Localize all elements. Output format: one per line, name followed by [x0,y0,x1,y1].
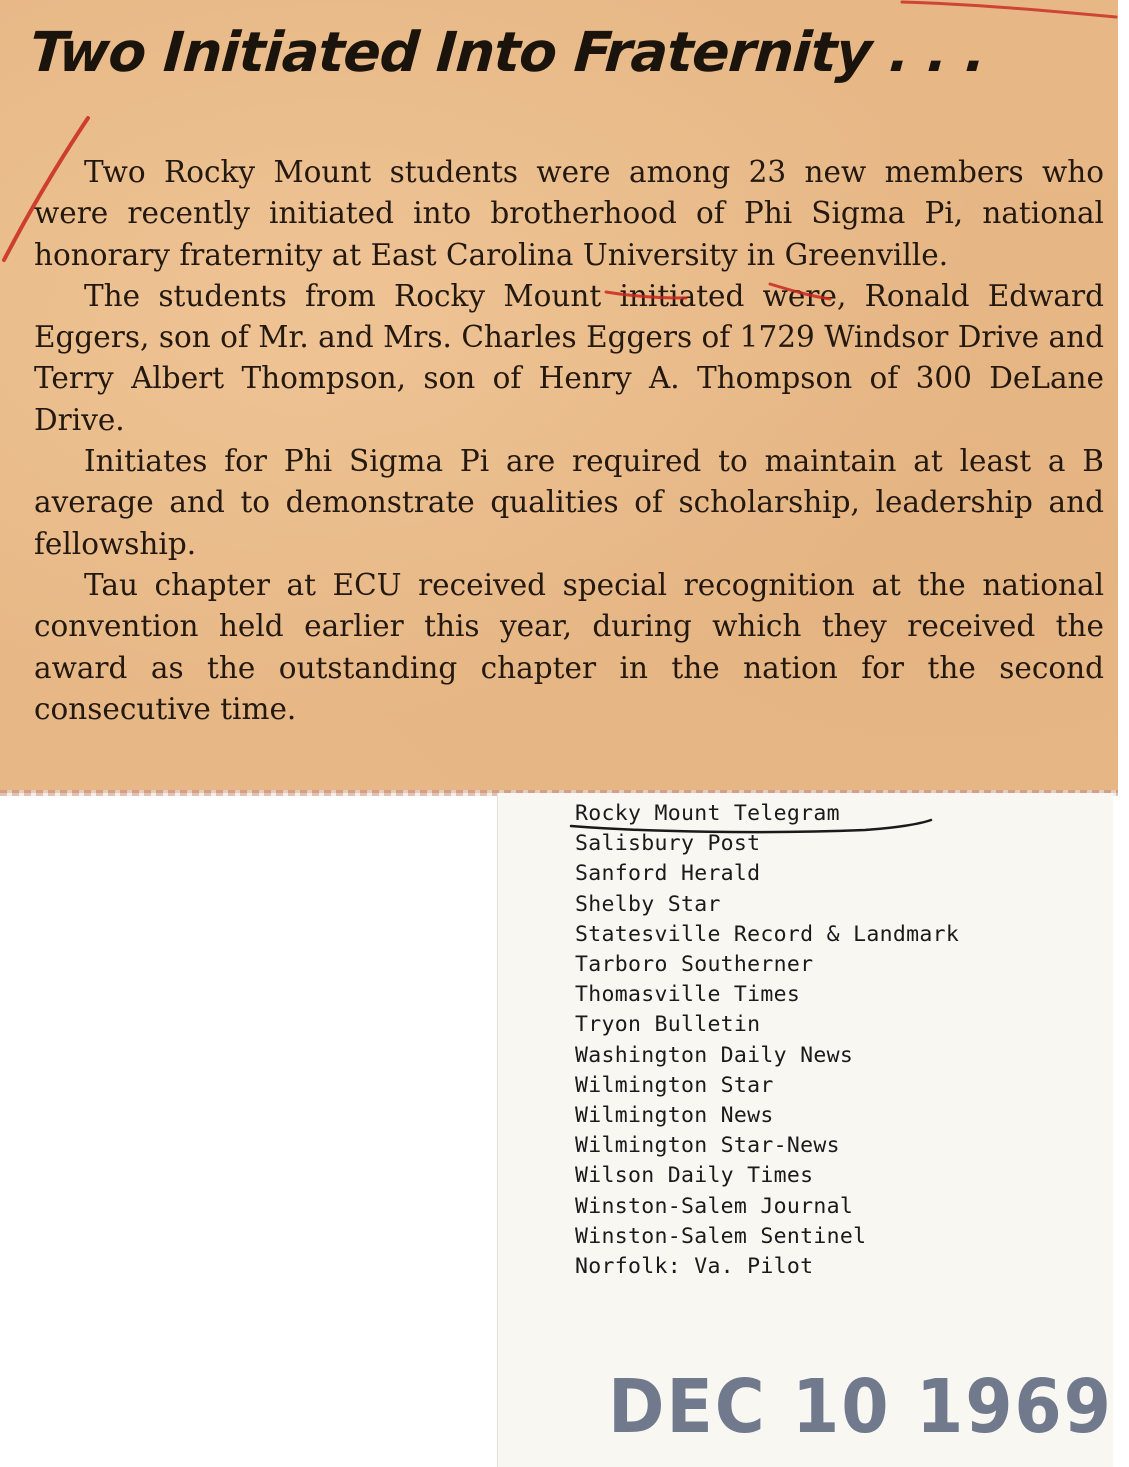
list-item: Washington Daily News [575,1042,854,1068]
article-body [34,152,1104,730]
article-paragraph: Tau chapter at ECU received special recognition at the national convention held earlier this year, during which they received the award as the outstanding chapter in the nation for the second consecutive time. [34,567,1104,726]
article-paragraph: Two Rocky Mount students were among 23 new members who were recently initiated into brotherhood of Phi Sigma Pi, national honorary fraternity at East Carolina University in Greenville. [34,155,1104,272]
list-item: Shelby Star [575,891,721,917]
list-item: Sanford Herald [575,861,761,887]
selected-paper-underline [565,816,935,838]
article-headline: Two Initiated Into Fraternity . . . [27,20,988,84]
list-item: Thomasville Times [575,982,801,1008]
list-item: Norfolk: Va. Pilot [575,1254,814,1280]
list-item: Salisbury Post [575,831,761,857]
list-item: Statesville Record & Landmark [575,921,960,947]
article-paragraph: The students from Rocky Mount initiated were, Ronald Edward Eggers, son of Mr. and Mrs. Charles Eggers of 1729 Windsor Drive and Terry Albert Thompson, son of Henry A. Thompson of 300 DeLane Drive. [34,278,1104,437]
list-item: Winston-Salem Journal [575,1193,854,1219]
date-stamp: DEC 10 1969 [608,1364,1113,1450]
list-item: Wilmington News [575,1103,774,1129]
list-item: Wilson Daily Times [575,1163,814,1189]
list-item: Wilmington Star [575,1072,774,1098]
red-pencil-top-mark [900,0,1118,20]
article-paragraph: Initiates for Phi Sigma Pi are required to maintain at least a B average and to demonstrate qualities of scholarship, leadership and fellowship. [34,444,1104,561]
list-item: Tryon Bulletin [575,1012,761,1038]
list-item: Wilmington Star-News [575,1133,840,1159]
list-item: Rocky Mount Telegram [575,801,840,826]
newspaper-list [575,799,959,1282]
list-item: Tarboro Southerner [575,952,814,978]
list-item: Winston-Salem Sentinel [575,1223,867,1249]
